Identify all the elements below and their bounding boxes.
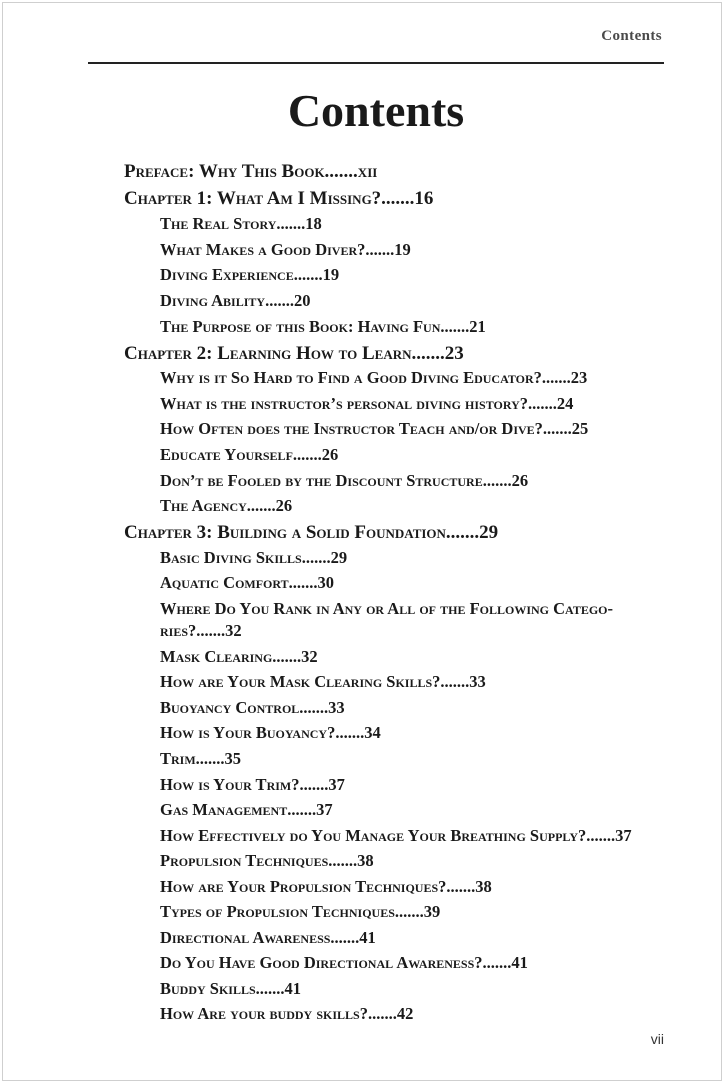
toc-entry[interactable]: What is the instructor’s personal diving history?.......24 [160, 394, 574, 413]
toc-entry[interactable]: Aquatic Comfort.......30 [160, 573, 335, 592]
toc-entry[interactable]: Basic Diving Skills.......29 [160, 548, 348, 567]
toc-entry[interactable]: How Effectively do You Manage Your Breathing Supply?.......37 [160, 826, 632, 845]
toc-entry[interactable]: Don’t be Fooled by the Discount Structure.......26 [160, 471, 529, 490]
toc-entry[interactable]: What Makes a Good Diver?.......19 [160, 240, 411, 259]
toc-entry[interactable]: How are Your Propulsion Techniques?.......38 [160, 877, 492, 896]
toc-entry[interactable]: Buoyancy Control.......33 [160, 698, 345, 717]
toc-entry[interactable]: The Agency.......26 [160, 496, 293, 515]
toc-entry-continued[interactable]: ries?.......32 [160, 621, 242, 640]
toc-entry[interactable]: How are Your Mask Clearing Skills?.......33 [160, 672, 486, 691]
toc-entry[interactable]: Trim.......35 [160, 749, 242, 768]
toc-entry[interactable]: Gas Management.......37 [160, 800, 333, 819]
toc-entry[interactable]: The Real Story.......18 [160, 214, 322, 233]
toc-entry[interactable]: Propulsion Techniques.......38 [160, 851, 374, 870]
page-number: vii [650, 1031, 664, 1047]
toc-entry[interactable]: Diving Experience.......19 [160, 265, 340, 284]
toc-entry[interactable]: Mask Clearing.......32 [160, 647, 318, 666]
toc-entry[interactable]: Do You Have Good Directional Awareness?.......41 [160, 953, 528, 972]
toc-entry[interactable]: How Often does the Instructor Teach and/or Dive?.......25 [160, 419, 589, 438]
toc-entry[interactable]: How Are your buddy skills?.......42 [160, 1004, 414, 1023]
toc-entry-chapter-1[interactable]: Chapter 1: What Am I Missing?.......16 [124, 188, 434, 209]
running-head: Contents [601, 28, 662, 44]
toc-entry[interactable]: Where Do You Rank in Any or All of the Following Catego- [160, 599, 613, 618]
toc-entry[interactable]: Buddy Skills.......41 [160, 979, 302, 998]
header-rule [88, 62, 664, 64]
toc-entry[interactable]: Why is it So Hard to Find a Good Diving Educator?.......23 [160, 368, 588, 387]
toc-entry[interactable]: Educate Yourself.......26 [160, 445, 339, 464]
toc-entry[interactable]: Diving Ability.......20 [160, 291, 311, 310]
toc-entry[interactable]: How is Your Buoyancy?.......34 [160, 723, 381, 742]
toc-entry-chapter-2[interactable]: Chapter 2: Learning How to Learn.......23 [124, 343, 464, 364]
page-title: Contents [287, 85, 465, 136]
toc-entry-chapter-3[interactable]: Chapter 3: Building a Solid Foundation.......29 [124, 522, 499, 543]
toc-entry[interactable]: How is Your Trim?.......37 [160, 775, 345, 794]
toc-entry[interactable]: The Purpose of this Book: Having Fun.......21 [160, 317, 486, 336]
toc-entry-preface[interactable]: Preface: Why This Book.......xii [124, 161, 378, 182]
toc-entry[interactable]: Directional Awareness.......41 [160, 928, 376, 947]
toc-entry[interactable]: Types of Propulsion Techniques.......39 [160, 902, 441, 921]
